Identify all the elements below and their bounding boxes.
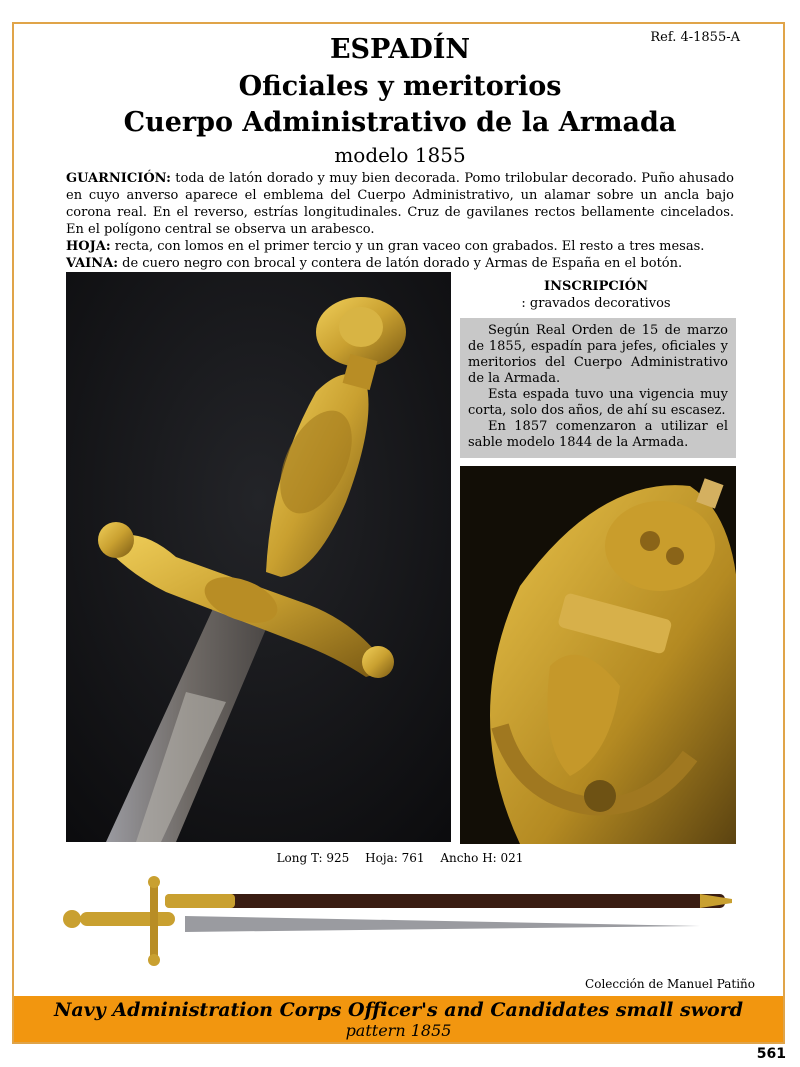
vaina-text: de cuero negro con brocal y contera de latón dorado y Armas de España en el botón. bbox=[122, 256, 683, 271]
page-number: 561 bbox=[756, 1046, 786, 1062]
collection-credit: Colección de Manuel Patiño bbox=[585, 977, 755, 991]
historical-note bbox=[460, 318, 736, 458]
note-paragraph-1: Según Real Orden de 15 de marzo de 1855, espadín para jefes, oficiales y meritorios del Cuerpo Administrativo de la Armada. bbox=[468, 323, 728, 386]
english-pattern: pattern 1855 bbox=[345, 1021, 452, 1040]
page-subtitle-corps: Cuerpo Administrativo de la Armada bbox=[123, 107, 677, 138]
full-sword-photo bbox=[60, 872, 740, 972]
sword-hilt-illustration bbox=[66, 272, 451, 842]
blade-length: Hoja: 761 bbox=[365, 851, 425, 865]
description bbox=[66, 170, 734, 272]
model-year: modelo 1855 bbox=[334, 143, 466, 167]
measurements bbox=[0, 851, 800, 865]
page-title: ESPADÍN bbox=[329, 34, 471, 65]
hoja-label: HOJA: bbox=[66, 239, 111, 254]
english-title: Navy Administration Corps Officer's and Candidates small sword bbox=[53, 999, 744, 1021]
vaina-paragraph bbox=[66, 255, 734, 272]
english-title-banner bbox=[14, 996, 783, 1042]
note-paragraph-3: En 1857 comenzaron a utilizar el sable modelo 1844 de la Armada. bbox=[468, 419, 728, 450]
hoja-paragraph bbox=[66, 238, 734, 255]
emblem-detail-illustration bbox=[460, 466, 736, 844]
full-sword-illustration bbox=[60, 872, 740, 972]
inscription-title: INSCRIPCIÓN bbox=[544, 279, 648, 294]
reference-code: Ref. 4-1855-A bbox=[650, 30, 740, 45]
total-length: Long T: 925 bbox=[276, 851, 350, 865]
page-subtitle: Oficiales y meritorios bbox=[238, 71, 562, 102]
sword-hilt-photo bbox=[66, 272, 451, 842]
hoja-text: recta, con lomos en el primer tercio y un gran vaceo con grabados. El resto a tres mesas. bbox=[114, 239, 705, 254]
guarnicion-text: toda de latón dorado y muy bien decorada. Pomo trilobular decorado. Puño ahusado en cuyo anverso aparece el emblema del Cuerpo Administrativo, un alamar sobre un ancla bajo corona real. En el reverso, estrías longitudinales. Cruz de gavilanes rectos bellamente cincelados. En el polígono central se observa un arabesco. bbox=[66, 171, 734, 237]
guarnicion-paragraph bbox=[66, 170, 734, 238]
guarnicion-label: GUARNICIÓN: bbox=[66, 171, 171, 186]
emblem-detail-photo bbox=[460, 466, 736, 844]
blade-width: Ancho H: 021 bbox=[440, 851, 524, 865]
inscription-text: : gravados decorativos bbox=[521, 296, 671, 311]
vaina-label: VAINA: bbox=[66, 256, 119, 271]
note-paragraph-2: Esta espada tuvo una vigencia muy corta, solo dos años, de ahí su escasez. bbox=[468, 387, 728, 418]
